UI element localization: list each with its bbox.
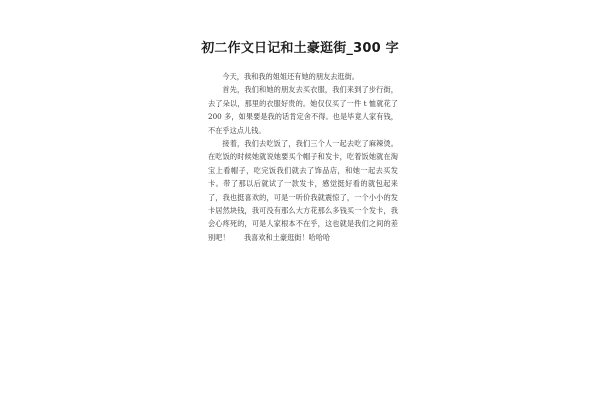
document-title: 初二作文日记和土豪逛街_300 字 (201, 41, 399, 56)
paragraph: 今天，我和我的姐姐还有她的朋友去逛街。 (222, 72, 359, 81)
document-body (208, 70, 398, 244)
paragraph: 首先，我们和她的朋友去买衣服，我们来到了步行街，去了朵以，那里的衣服好贵的。她仅仅买了一件 t 恤就花了 200 多，如果要是我的话肯定舍不得。也是毕竟人家有钱，不在乎这点儿钱。 (208, 85, 398, 135)
paragraph: 接着，我们去吃饭了，我们三个人一起去吃了麻辣烫。在吃饭的时候她就说她要买个帽子和发卡，吃着饭她就在淘宝上看帽子，吃完饭我们就去了饰品店，和她一起去买发卡。带了那以后就试了一款发卡，感觉挺好看的就包起来了，我也挺喜欢的，可是一听价我就震惊了，一个小小的发卡居然块钱，我可没有那么大方花那么多钱买一个发卡，我会心疼死的，可是人家根本不在乎，这也就是我们之间的差别吧！ 我喜欢和土豪逛街！哈哈哈 (208, 139, 398, 242)
